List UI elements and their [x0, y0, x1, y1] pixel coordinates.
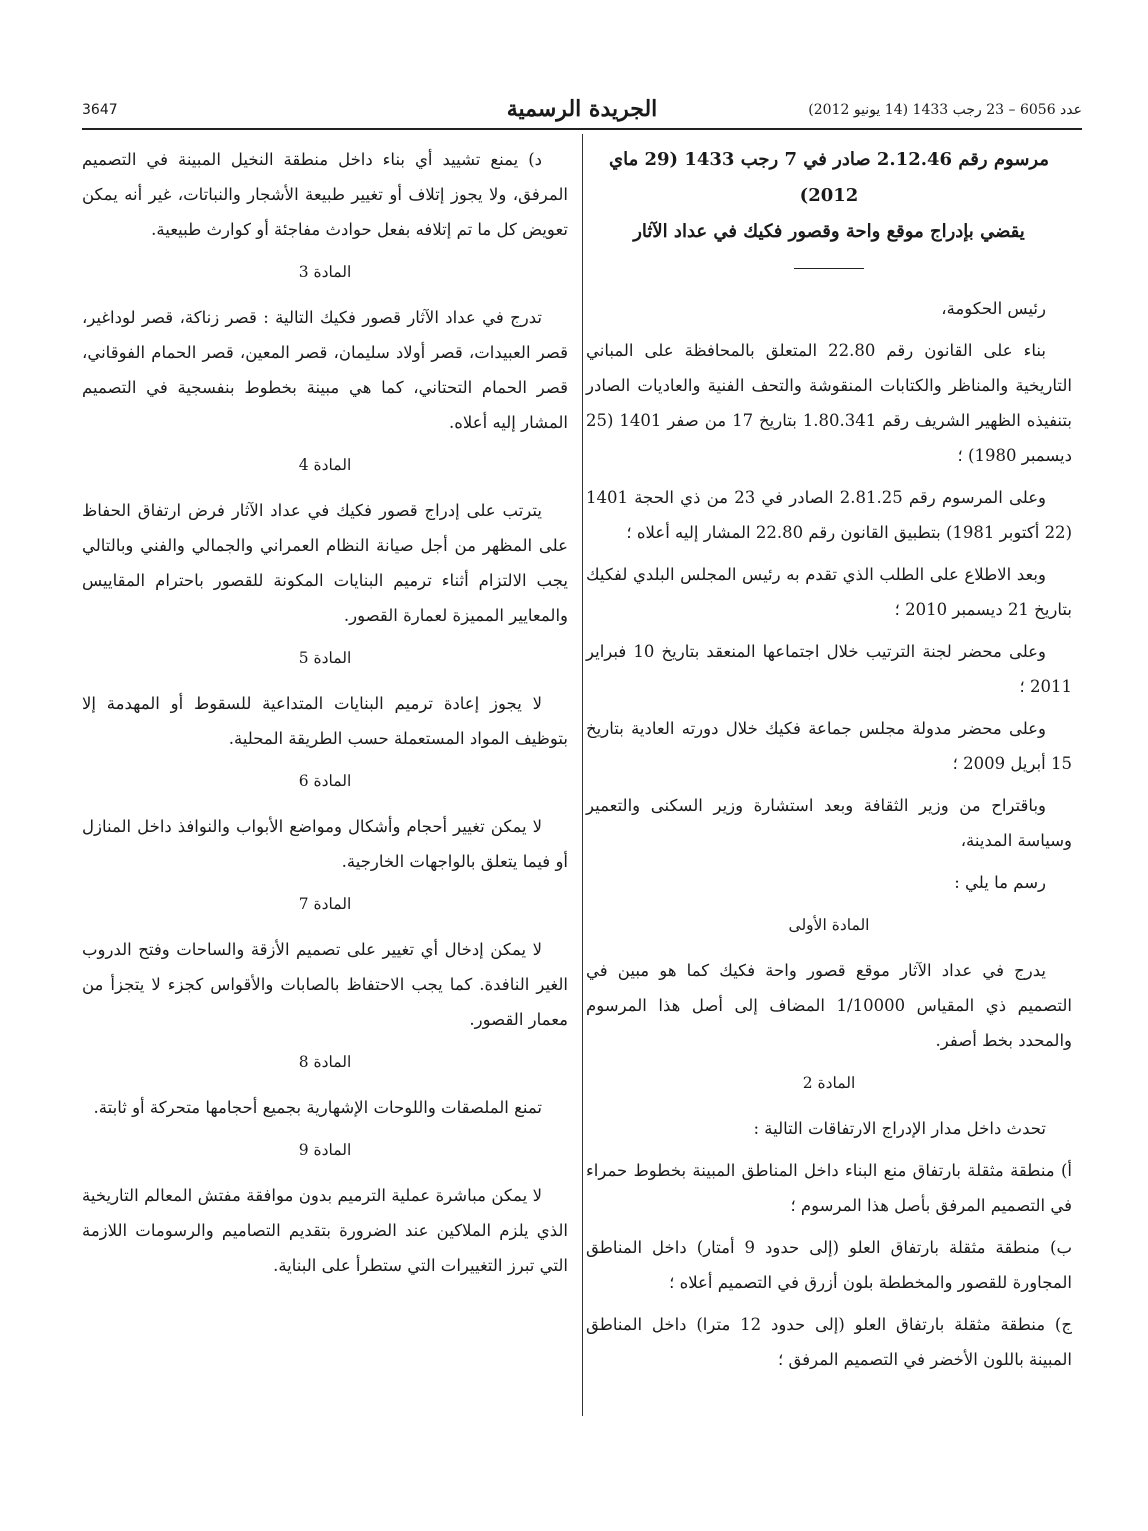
article-text: يدرج في عداد الآثار موقع قصور واحة فكيك كما هو مبين في التصميم ذي المقياس 1/10000 المضاف إلى أصل هذا المرسوم والمحدد بخط أصفر. [586, 961, 1072, 1050]
decree-title-line1: مرسوم رقم 2.12.46 صادر في 7 رجب 1433 (29 ماي 2012) [609, 149, 1049, 206]
page-number: 3647 [82, 102, 118, 118]
article-text: لا يمكن مباشرة عملية الترميم بدون موافقة مفتش المعالم التاريخية الذي يلزم الملاكين عند الضرورة بتقديم التصاميم والرسومات اللازمة التي تبرز التغييرات التي ستطرأ على البناية. [82, 1186, 568, 1275]
article-text: لا يجوز إعادة ترميم البنايات المتداعية للسقوط أو المهدمة إلا بتوظيف المواد المستعملة حسب الطريقة المحلية. [82, 694, 568, 748]
article-text: يترتب على إدراج قصور فكيك في عداد الآثار فرض ارتفاق الحفاظ على المظهر من أجل صيانة النظام العمراني والجمالي والفني وبالتالي يجب الالتزام أثناء ترميم البنايات المكونة للقصور باحترام المقاييس والمعايير المميزة لعمارة القصور. [82, 501, 568, 625]
column-right [586, 142, 1072, 1384]
list-item: أ) منطقة مثقلة بارتفاق منع البناء داخل المناطق المبينة بخطوط حمراء في التصميم المرفق بأصل هذا المرسوم ؛ [586, 1161, 1072, 1215]
issue-info: عدد 6056 – 23 رجب 1433 (14 يونيو 2012) [808, 102, 1082, 118]
article-text: لا يمكن تغيير أحجام وأشكال ومواضع الأبواب والنوافذ داخل المنازل أو فيما يتعلق بالواجهات الخارجية. [82, 817, 568, 871]
article-text: تدرج في عداد الآثار قصور فكيك التالية : قصر زناكة، قصر لوداغير، قصر العبيدات، قصر أولاد سليمان، قصر المعين، قصر الحمام الفوقاني، قصر الحمام التحتاني، كما هي مبينة بخطوط بنفسجية في التصميم المشار إليه أعلاه. [82, 308, 568, 432]
decree-title-line2: يقضي بإدراج موقع واحة وقصور فكيك في عداد الآثار [633, 221, 1025, 242]
article-text: تمنع الملصقات واللوحات الإشهارية بجميع أحجامها متحركة أو ثابتة. [93, 1098, 542, 1117]
column-divider [582, 134, 583, 1416]
article-heading: المادة 2 [802, 1074, 856, 1092]
recital: وباقتراح من وزير الثقافة وبعد استشارة وزير السكنى والتعمير وسياسة المدينة، [586, 796, 1072, 850]
decrees-line: رسم ما يلي : [954, 873, 1046, 892]
recital: وعلى المرسوم رقم 2.81.25 الصادر في 23 من ذي الحجة 1401 (22 أكتوبر 1981) بتطبيق القانون رقم 22.80 المشار إليه أعلاه ؛ [586, 488, 1072, 542]
recital: وعلى محضر لجنة الترتيب خلال اجتماعها المنعقد بتاريخ 10 فبراير 2011 ؛ [586, 642, 1072, 696]
list-item: ج) منطقة مثقلة بارتفاق العلو (إلى حدود 12 مترا) داخل المناطق المبينة باللون الأخضر في التصميم المرفق ؛ [586, 1315, 1072, 1369]
article-heading: المادة 9 [298, 1141, 352, 1159]
column-left [82, 142, 568, 1290]
recital: بناء على القانون رقم 22.80 المتعلق بالمحافظة على المباني التاريخية والمناظر والكتابات المنقوشة والتحف الفنية والعاديات الصادر بتنفيذه الظهير الشريف رقم 1.80.341 بتاريخ 17 من صفر 1401 (25 ديسمبر 1980) ؛ [586, 341, 1072, 465]
header-rule [82, 128, 1082, 130]
article-text: لا يمكن إدخال أي تغيير على تصميم الأزقة والساحات وفتح الدروب الغير النافدة. كما يجب الاحتفاظ بالصابات والأقواس كجزء لا يتجزأ من معمار القصور. [82, 940, 568, 1029]
list-item: ب) منطقة مثقلة بارتفاق العلو (إلى حدود 9 أمتار) داخل المناطق المجاورة للقصور والمخططة بلون أزرق في التصميم أعلاه ؛ [586, 1238, 1072, 1292]
article-heading: المادة 8 [298, 1053, 352, 1071]
recital: وبعد الاطلاع على الطلب الذي تقدم به رئيس المجلس البلدي لفكيك بتاريخ 21 ديسمبر 2010 ؛ [586, 565, 1072, 619]
list-item: د) يمنع تشييد أي بناء داخل منطقة النخيل المبينة في التصميم المرفق، ولا يجوز إتلاف أو تغيير طبيعة الأشجار والنباتات، غير أنه يمكن تعويض كل ما تم إتلافه بفعل حوادث مفاجئة أو كوارث طبيعية. [82, 150, 568, 239]
running-header [82, 96, 1082, 126]
article-heading: المادة 5 [298, 649, 352, 667]
opening-line: رئيس الحكومة، [941, 299, 1046, 318]
title-rule [794, 268, 864, 269]
journal-title: الجريدة الرسمية [506, 96, 658, 122]
article-heading: المادة الأولى [788, 916, 870, 934]
article-heading: المادة 4 [298, 456, 352, 474]
article-heading: المادة 7 [298, 895, 352, 913]
recital: وعلى محضر مدولة مجلس جماعة فكيك خلال دورته العادية بتاريخ 15 أبريل 2009 ؛ [586, 719, 1072, 773]
article-heading: المادة 6 [298, 772, 352, 790]
article-heading: المادة 3 [298, 263, 352, 281]
article-text: تحدث داخل مدار الإدراج الارتفاقات التالية : [753, 1119, 1046, 1138]
